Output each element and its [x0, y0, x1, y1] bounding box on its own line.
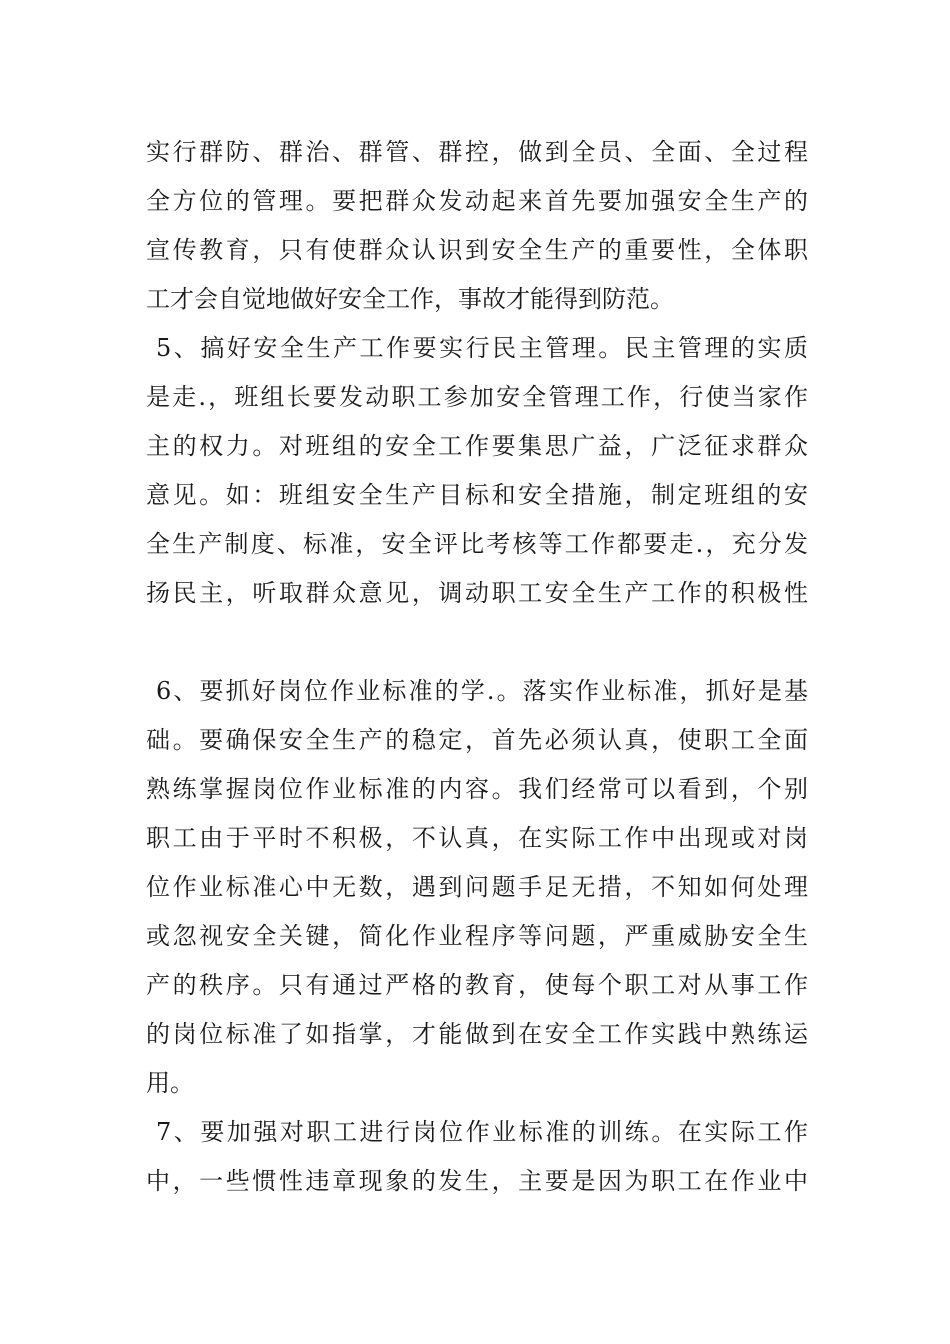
paragraph-5-start: 5、搞好安全生产工作要实行民主管理。民主管理的实质 — [156, 334, 808, 362]
text-line: 或忽视安全关键，简化作业程序等问题，严重威胁安全生 — [146, 922, 808, 950]
text-line: 础。要确保安全生产的稳定，首先必须认真，使职工全面 — [146, 726, 808, 754]
text-line: 工才会自觉地做好安全工作，事故才能得到防范。 — [146, 285, 674, 313]
text-line: 是走.，班组长要发动职工参加安全管理工作，行使当家作 — [146, 383, 808, 411]
text-line: 主的权力。对班组的安全工作要集思广益，广泛征求群众 — [146, 432, 808, 460]
text-line: 全方位的管理。要把群众发动起来首先要加强安全生产的 — [146, 187, 808, 215]
body-text — [146, 128, 808, 1206]
text-line: 宣传教育，只有使群众认识到安全生产的重要性，全体职 — [146, 236, 808, 264]
text-line: 位作业标准心中无数，遇到问题手足无措，不知如何处理 — [146, 873, 808, 901]
text-line: 意见。如：班组安全生产目标和安全措施，制定班组的安 — [146, 481, 808, 509]
text-line: 产的秩序。只有通过严格的教育，使每个职工对从事工作 — [146, 971, 808, 999]
text-line: 职工由于平时不积极，不认真，在实际工作中出现或对岗 — [146, 824, 808, 852]
paragraph-7-start: 7、要加强对职工进行岗位作业标准的训练。在实际工作 — [156, 1118, 808, 1146]
text-line: 全生产制度、标准，安全评比考核等工作都要走.，充分发 — [146, 530, 808, 558]
text-line: 扬民主，听取群众意见，调动职工安全生产工作的积极性 — [146, 579, 808, 607]
text-line: 实行群防、群治、群管、群控，做到全员、全面、全过程 — [146, 138, 808, 166]
text-line: 熟练掌握岗位作业标准的内容。我们经常可以看到，个别 — [146, 775, 808, 803]
text-line: 中，一些惯性违章现象的发生，主要是因为职工在作业中 — [146, 1167, 808, 1195]
paragraph-6-start: 6、要抓好岗位作业标准的学.。落实作业标准，抓好是基 — [156, 677, 808, 705]
text-line: 的岗位标准了如指掌，才能做到在安全工作实践中熟练运 — [146, 1020, 808, 1048]
paragraph-gap — [146, 618, 808, 667]
text-line: 用。 — [146, 1069, 194, 1097]
